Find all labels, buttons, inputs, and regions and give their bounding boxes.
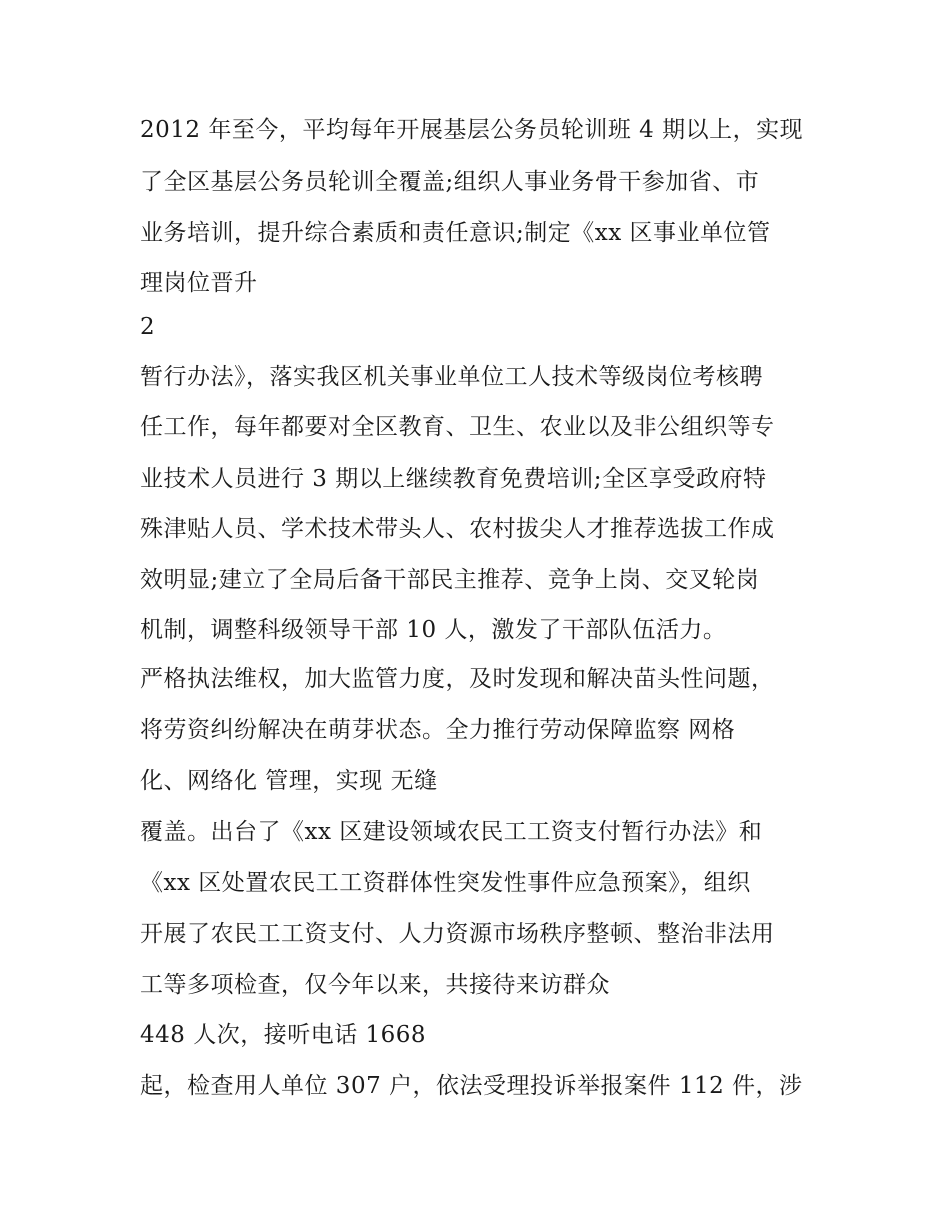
text-line: 严格执法维权，加大监管力度，及时发现和解决苗头性问题，: [140, 666, 775, 692]
text-line: 开展了农民工工资支付、人力资源市场秩序整顿、整治非法用: [140, 921, 775, 947]
text-line: 效明显;建立了全局后备干部民主推荐、竞争上岗、交叉轮岗: [140, 567, 760, 593]
page-number: 2: [140, 314, 156, 340]
text-line: 448 人次，接听电话 1668: [140, 1022, 427, 1048]
text-line: 业技术人员进行 3 期以上继续教育免费培训;全区享受政府特: [140, 466, 767, 492]
text-line: 任工作，每年都要对全区教育、卫生、农业以及非公组织等专: [140, 414, 775, 440]
text-line: 了全区基层公务员轮训全覆盖;组织人事业务骨干参加省、市: [140, 169, 760, 195]
text-line: 机制，调整科级领导干部 10 人，激发了干部队伍活力。: [140, 617, 727, 643]
text-line: 殊津贴人员、学术技术带头人、农村拔尖人才推荐选拔工作成: [140, 516, 775, 542]
text-line: 覆盖。出台了《xx 区建设领域农民工工资支付暂行办法》和: [140, 819, 763, 845]
text-line: 暂行办法》，落实我区机关事业单位工人技术等级岗位考核聘: [140, 364, 763, 390]
text-line: 将劳资纠纷解决在萌芽状态。全力推行劳动保障监察 网格: [140, 717, 736, 743]
text-line: 业务培训，提升综合素质和责任意识;制定《xx 区事业单位管: [140, 220, 771, 246]
text-line: 工等多项检查，仅今年以来，共接待来访群众: [140, 972, 610, 998]
text-line: 起，检查用人单位 307 户，依法受理投诉举报案件 112 件，涉: [140, 1073, 803, 1099]
text-line: 化、网络化 管理，实现 无缝: [140, 768, 438, 794]
text-line: 《xx 区处置农民工工资群体性突发性事件应急预案》，组织: [140, 870, 751, 896]
text-line: 2012 年至今，平均每年开展基层公务员轮训班 4 期以上，实现: [140, 117, 804, 143]
text-line: 理岗位晋升: [140, 270, 258, 296]
